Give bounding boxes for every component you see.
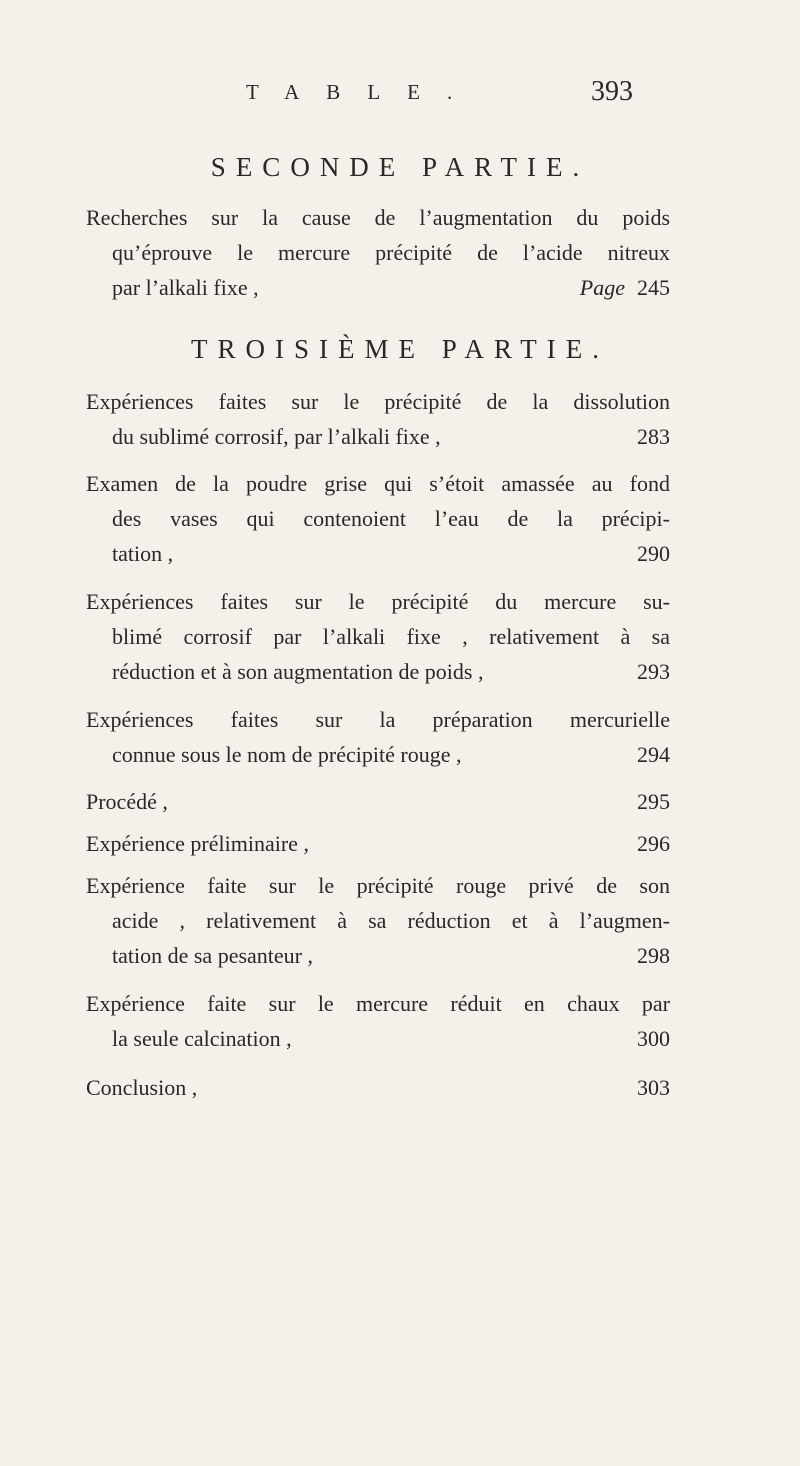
- entry-text: réduction et à son augmentation de poids ,: [112, 659, 484, 684]
- entry-line: Expérience faite sur le mercure réduit en chaux par: [86, 991, 670, 1016]
- entry-line: Recherches sur la cause de l’augmentation du poids: [86, 205, 670, 230]
- entry-page-number: 295: [637, 789, 670, 814]
- toc-entry: [86, 986, 670, 1056]
- entry-line: [86, 270, 670, 305]
- entry-line: Expérience faite sur le précipité rouge privé de son: [86, 873, 670, 898]
- toc-entry: [86, 466, 670, 571]
- entry-line: Expériences faites sur le précipité du mercure su-: [86, 589, 670, 614]
- entry-line: [86, 536, 670, 571]
- entry-line: blimé corrosif par l’alkali fixe , relativement à sa: [112, 624, 670, 649]
- part-title-seconde: SECONDE PARTIE.: [210, 152, 590, 182]
- entry-text: tation ,: [112, 541, 174, 566]
- entry-line: [86, 938, 670, 973]
- entry-text: du sublimé corrosif, par l’alkali fixe ,: [112, 424, 441, 449]
- entry-line: [86, 419, 670, 454]
- running-title: TABLE.: [246, 80, 480, 104]
- entry-text: la seule calcination ,: [112, 1026, 292, 1051]
- entry-line: acide , relativement à sa réduction et à l’augmen-: [112, 908, 670, 933]
- entry-line: Expériences faites sur la préparation mercurielle: [86, 707, 670, 732]
- toc-entry: [86, 702, 670, 772]
- toc-entry: [86, 200, 670, 305]
- page-number: 393: [591, 76, 633, 107]
- entry-line: des vases qui contenoient l’eau de la précipi-: [112, 506, 670, 531]
- part-title-troisieme: TROISIÈME PARTIE.: [191, 334, 609, 364]
- entry-page-number: 293: [637, 659, 670, 684]
- toc-entry: [86, 584, 670, 689]
- entry-page: [580, 270, 670, 305]
- entry-text: par l’alkali fixe ,: [112, 275, 259, 300]
- entry-line: [86, 826, 670, 861]
- entry-line: Examen de la poudre grise qui s’étoit amassée au fond: [86, 471, 670, 496]
- entry-page-number: 283: [637, 424, 670, 449]
- toc-entry: [86, 1070, 670, 1105]
- entry-text: Procédé ,: [86, 789, 168, 814]
- entry-page-number: 245: [637, 275, 670, 300]
- toc-entry: [86, 868, 670, 973]
- entry-page-number: 303: [637, 1075, 670, 1100]
- entry-text: tation de sa pesanteur ,: [112, 943, 313, 968]
- entry-page-number: 294: [637, 742, 670, 767]
- toc-entry: [86, 826, 670, 861]
- entry-page-number: 298: [637, 943, 670, 968]
- entry-text: Conclusion ,: [86, 1075, 198, 1100]
- toc-entry: [86, 384, 670, 454]
- entry-line: [86, 1021, 670, 1056]
- entry-line: qu’éprouve le mercure précipité de l’acide nitreux: [112, 240, 670, 265]
- running-header: [0, 76, 800, 116]
- entry-line: [86, 737, 670, 772]
- toc-entry: [86, 784, 670, 819]
- entry-text: connue sous le nom de précipité rouge ,: [112, 742, 462, 767]
- entry-page-number: 290: [637, 541, 670, 566]
- page-word: Page: [579, 275, 625, 300]
- entry-page-number: 300: [637, 1026, 670, 1051]
- entry-line: [86, 784, 670, 819]
- entry-page-number: 296: [637, 831, 670, 856]
- entry-text: Expérience préliminaire ,: [86, 831, 309, 856]
- entry-line: [86, 1070, 670, 1105]
- entry-line: [86, 654, 670, 689]
- entry-line: Expériences faites sur le précipité de la dissolution: [86, 389, 670, 414]
